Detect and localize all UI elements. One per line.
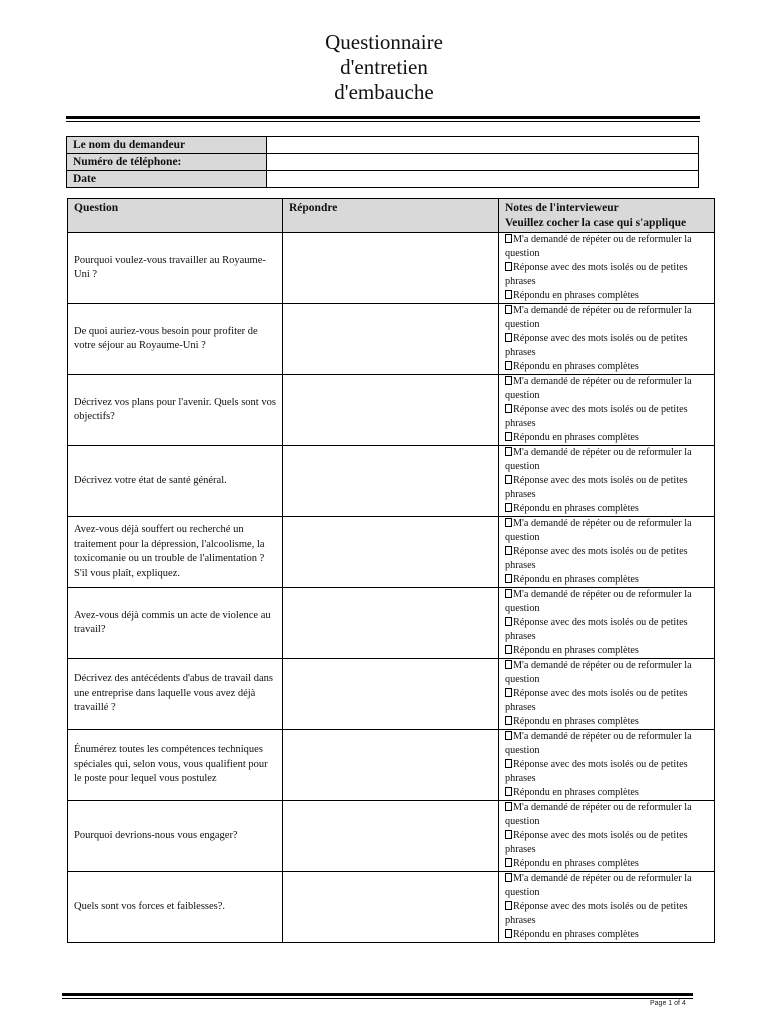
answer-cell[interactable] — [283, 233, 499, 304]
option-checkbox[interactable] — [505, 716, 512, 725]
answer-cell[interactable] — [283, 446, 499, 517]
option-label: Réponse avec des mots isolés ou de petites phrases — [505, 546, 688, 571]
option-label: M'a demandé de répéter ou de reformuler la question — [505, 731, 692, 756]
question-row — [68, 801, 715, 872]
option-label: Répondu en phrases complètes — [513, 716, 639, 727]
option-checkbox[interactable] — [505, 361, 512, 370]
info-value-field[interactable] — [267, 154, 699, 171]
document-title — [0, 30, 768, 105]
option-checkbox[interactable] — [505, 660, 512, 669]
option-label: Répondu en phrases complètes — [513, 432, 639, 443]
option-checkbox[interactable] — [505, 333, 512, 342]
note-option — [505, 360, 710, 374]
option-label: M'a demandé de répéter ou de reformuler la question — [505, 802, 692, 827]
option-label: Répondu en phrases complètes — [513, 503, 639, 514]
info-label: Numéro de téléphone: — [67, 154, 267, 171]
note-option — [505, 616, 710, 644]
option-checkbox[interactable] — [505, 262, 512, 271]
question-text: Pourquoi voulez-vous travailler au Royaume-Uni ? — [68, 233, 283, 304]
question-row — [68, 730, 715, 801]
option-checkbox[interactable] — [505, 404, 512, 413]
note-option — [505, 261, 710, 289]
interviewer-notes-cell — [499, 730, 715, 801]
question-text: Énumérez toutes les compétences techniques spéciales qui, selon vous, vous qualifient pour le poste pour lequel vous postulez — [68, 730, 283, 801]
questions-header-row — [68, 199, 715, 233]
option-label: M'a demandé de répéter ou de reformuler la question — [505, 660, 692, 685]
option-checkbox[interactable] — [505, 617, 512, 626]
question-text: Décrivez vos plans pour l'avenir. Quels sont vos objectifs? — [68, 375, 283, 446]
header-notes-title: Notes de l'intervieweur — [505, 202, 619, 214]
applicant-info-table — [66, 136, 699, 188]
option-checkbox[interactable] — [505, 546, 512, 555]
note-option — [505, 375, 710, 403]
note-option — [505, 872, 710, 900]
option-checkbox[interactable] — [505, 759, 512, 768]
note-option — [505, 588, 710, 616]
option-label: M'a demandé de répéter ou de reformuler la question — [505, 518, 692, 543]
option-checkbox[interactable] — [505, 475, 512, 484]
note-option — [505, 715, 710, 729]
note-option — [505, 900, 710, 928]
option-checkbox[interactable] — [505, 731, 512, 740]
interviewer-notes-cell — [499, 801, 715, 872]
note-option — [505, 233, 710, 261]
answer-cell[interactable] — [283, 801, 499, 872]
option-checkbox[interactable] — [505, 929, 512, 938]
note-option — [505, 857, 710, 871]
question-text: Quels sont vos forces et faiblesses?. — [68, 872, 283, 943]
answer-cell[interactable] — [283, 659, 499, 730]
option-label: M'a demandé de répéter ou de reformuler la question — [505, 376, 692, 401]
option-label: Réponse avec des mots isolés ou de petites phrases — [505, 475, 688, 500]
note-option — [505, 659, 710, 687]
option-label: Répondu en phrases complètes — [513, 929, 639, 940]
option-label: M'a demandé de répéter ou de reformuler la question — [505, 873, 692, 898]
note-option — [505, 545, 710, 573]
option-checkbox[interactable] — [505, 376, 512, 385]
option-checkbox[interactable] — [505, 688, 512, 697]
option-checkbox[interactable] — [505, 447, 512, 456]
option-checkbox[interactable] — [505, 901, 512, 910]
option-checkbox[interactable] — [505, 574, 512, 583]
option-label: Réponse avec des mots isolés ou de petites phrases — [505, 688, 688, 713]
footer-rule-thin — [62, 998, 693, 999]
interviewer-notes-cell — [499, 304, 715, 375]
option-checkbox[interactable] — [505, 305, 512, 314]
option-checkbox[interactable] — [505, 873, 512, 882]
question-row — [68, 233, 715, 304]
title-line-1: Questionnaire — [325, 30, 443, 54]
note-option — [505, 431, 710, 445]
option-label: Réponse avec des mots isolés ou de petites phrases — [505, 333, 688, 358]
info-row — [67, 171, 699, 188]
question-text: Avez-vous déjà commis un acte de violence au travail? — [68, 588, 283, 659]
option-label: Réponse avec des mots isolés ou de petites phrases — [505, 759, 688, 784]
interviewer-notes-cell — [499, 588, 715, 659]
option-label: M'a demandé de répéter ou de reformuler la question — [505, 305, 692, 330]
note-option — [505, 332, 710, 360]
note-option — [505, 928, 710, 942]
note-option — [505, 786, 710, 800]
note-option — [505, 687, 710, 715]
answer-cell[interactable] — [283, 588, 499, 659]
question-text: Décrivez votre état de santé général. — [68, 446, 283, 517]
info-row — [67, 137, 699, 154]
option-checkbox[interactable] — [505, 830, 512, 839]
title-line-3: d'embauche — [334, 80, 434, 104]
note-option — [505, 644, 710, 658]
option-label: M'a demandé de répéter ou de reformuler la question — [505, 447, 692, 472]
answer-cell[interactable] — [283, 375, 499, 446]
option-label: Réponse avec des mots isolés ou de petites phrases — [505, 617, 688, 642]
option-label: Répondu en phrases complètes — [513, 574, 639, 585]
interviewer-notes-cell — [499, 517, 715, 588]
option-checkbox[interactable] — [505, 432, 512, 441]
question-row — [68, 872, 715, 943]
note-option — [505, 829, 710, 857]
footer-rule-thick — [62, 993, 693, 996]
question-row — [68, 588, 715, 659]
note-option — [505, 502, 710, 516]
questions-table — [67, 198, 715, 943]
note-option — [505, 758, 710, 786]
note-option — [505, 730, 710, 758]
question-text: Pourquoi devrions-nous vous engager? — [68, 801, 283, 872]
option-label: Réponse avec des mots isolés ou de petites phrases — [505, 830, 688, 855]
option-checkbox[interactable] — [505, 503, 512, 512]
info-value-field[interactable] — [267, 137, 699, 154]
option-label: Réponse avec des mots isolés ou de petites phrases — [505, 901, 688, 926]
question-row — [68, 304, 715, 375]
title-line-2: d'entretien — [340, 55, 428, 79]
note-option — [505, 304, 710, 332]
info-label: Date — [67, 171, 267, 188]
note-option — [505, 573, 710, 587]
option-checkbox[interactable] — [505, 787, 512, 796]
option-label: M'a demandé de répéter ou de reformuler la question — [505, 234, 692, 259]
interviewer-notes-cell — [499, 872, 715, 943]
note-option — [505, 474, 710, 502]
option-checkbox[interactable] — [505, 234, 512, 243]
header-notes — [499, 199, 715, 233]
title-rule-thick — [66, 116, 700, 119]
header-notes-instruction: Veuillez cocher la case qui s'applique — [505, 217, 687, 229]
interviewer-notes-cell — [499, 446, 715, 517]
option-label: M'a demandé de répéter ou de reformuler la question — [505, 589, 692, 614]
info-row — [67, 154, 699, 171]
info-label: Le nom du demandeur — [67, 137, 267, 154]
option-checkbox[interactable] — [505, 290, 512, 299]
option-label: Répondu en phrases complètes — [513, 290, 639, 301]
question-text: Avez-vous déjà souffert ou recherché un traitement pour la dépression, l'alcoolisme, la toxicomanie ou un trouble de l'alimentation ? S'il vous plaît, expliquez. — [68, 517, 283, 588]
option-checkbox[interactable] — [505, 802, 512, 811]
interviewer-notes-cell — [499, 375, 715, 446]
option-label: Répondu en phrases complètes — [513, 645, 639, 656]
option-label: Réponse avec des mots isolés ou de petites phrases — [505, 262, 688, 287]
option-checkbox[interactable] — [505, 589, 512, 598]
question-text: De quoi auriez-vous besoin pour profiter de votre séjour au Royaume-Uni ? — [68, 304, 283, 375]
option-checkbox[interactable] — [505, 858, 512, 867]
option-checkbox[interactable] — [505, 518, 512, 527]
option-label: Répondu en phrases complètes — [513, 361, 639, 372]
note-option — [505, 289, 710, 303]
header-question: Question — [68, 199, 283, 233]
answer-cell[interactable] — [283, 872, 499, 943]
info-value-field[interactable] — [267, 171, 699, 188]
note-option — [505, 801, 710, 829]
option-label: Réponse avec des mots isolés ou de petites phrases — [505, 404, 688, 429]
note-option — [505, 446, 710, 474]
question-row — [68, 446, 715, 517]
option-label: Répondu en phrases complètes — [513, 787, 639, 798]
interviewer-notes-cell — [499, 233, 715, 304]
title-rule-thin — [66, 121, 700, 122]
page-number: Page 1 of 4 — [650, 1000, 686, 1007]
header-answer: Répondre — [283, 199, 499, 233]
answer-cell[interactable] — [283, 304, 499, 375]
answer-cell[interactable] — [283, 730, 499, 801]
option-checkbox[interactable] — [505, 645, 512, 654]
interviewer-notes-cell — [499, 659, 715, 730]
question-row — [68, 659, 715, 730]
question-row — [68, 375, 715, 446]
answer-cell[interactable] — [283, 517, 499, 588]
option-label: Répondu en phrases complètes — [513, 858, 639, 869]
note-option — [505, 517, 710, 545]
question-text: Décrivez des antécédents d'abus de travail dans une entreprise dans laquelle vous avez déjà travaillé ? — [68, 659, 283, 730]
question-row — [68, 517, 715, 588]
note-option — [505, 403, 710, 431]
